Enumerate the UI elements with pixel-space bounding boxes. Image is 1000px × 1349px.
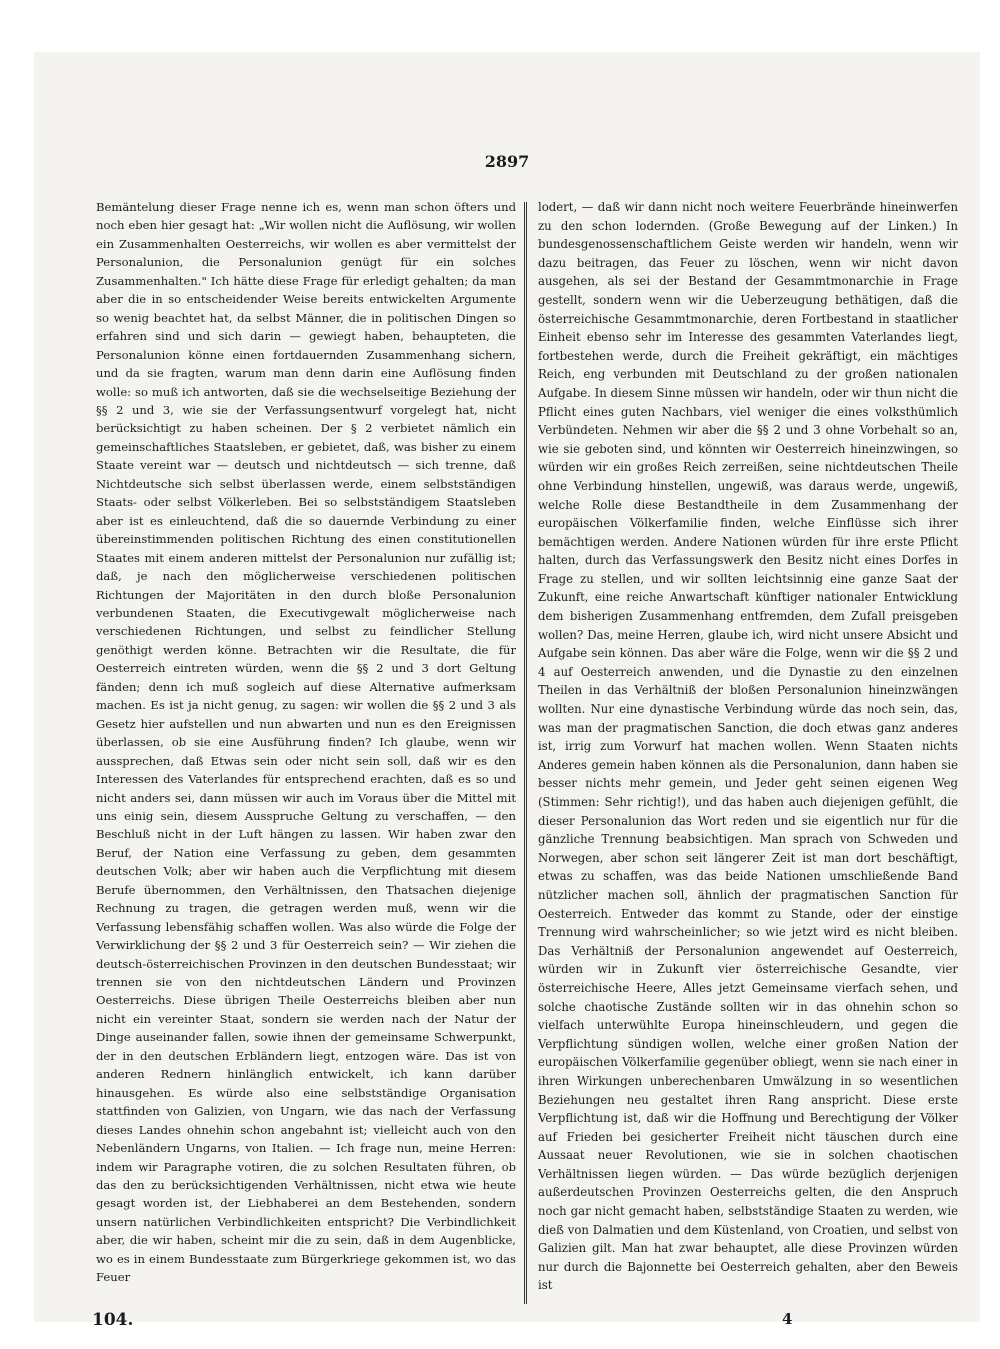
newspaper-page <box>34 52 980 1330</box>
left-column-text: Bemäntelung dieser Frage nenne ich es, wenn man schon öfters und noch eben hier gesagt hat: „Wir wollen nicht die Auflösung, wir wollen ein Zusammenhalten Oesterreichs, wir wollen es aber vermittelst der Personalunion, die Personalunion genügt für ein solches Zusammenhalten." Ich hätte diese Frage für erledigt gehalten; da man aber die in so entscheidender Weise bereits entwickelten Argumente so wenig beachtet hat, da selbst Männer, die in politischen Dingen so erfahren sind und sich darin — gewiegt haben, behaupteten, die Personalunion könne einen fortdauernden Zusammenhang sichern, und da sie fragten, warum man denn darin eine Auflösung finden wolle: so muß ich antworten, daß sie die wechselseitige Beziehung der §§ 2 und 3, wie sie der Verfassungsentwurf vorgelegt hat, nicht berücksichtigt zu haben scheinen. Der § 2 verbietet nämlich ein gemeinschaftliches Staatsleben, er gebietet, daß, was bisher zu einem Staate vereint war — deutsch und nichtdeutsch — sich trenne, daß Nichtdeutsche sich selbst überlassen werde, einem selbstständigen Staats- oder selbst Völkerleben. Bei so selbstständigem Staatsleben aber ist es einleuchtend, daß die so dauernde Verbindung zu einer übereinstimmenden politischen Richtung des einen constitutionellen Staates mit einem anderen mittelst der Personalunion nur zufällig ist; daß, je nach den möglicherweise verschiedenen politischen Richtungen der Majoritäten in den durch bloße Personalunion verbundenen Staaten, die Executivgewalt möglicherweise nach verschiedenen Richtungen, und selbst zu feindlicher Stellung genöthigt werden könne. Betrachten wir die Resultate, die für Oesterreich eintreten würden, wenn die §§ 2 und 3 dort Geltung fänden; denn ich muß sogleich auf diese Alternative aufmerksam machen. Es ist ja nicht genug, zu sagen: wir wollen die §§ 2 und 3 als Gesetz hier aufstellen und nun abwarten und nun es den Ereignissen überlassen, ob sie eine Ausführung finden? Ich glaube, wenn wir aussprechen, daß Etwas sein oder nicht sein soll, daß wir es den Interessen des Vaterlandes für entsprechend erachten, daß es so und nicht anders sei, dann müssen wir auch im Voraus über die Mittel mit uns einig sein, diesem Ausspruche Geltung zu verschaffen, — den Beschluß nicht in der Luft hängen zu lassen. Wir haben zwar den Beruf, der Nation eine Verfassung zu geben, dem gesammten deutschen Volk; aber wir haben auch die Verpflichtung mit diesem Berufe übernommen, den Verhältnissen, den Thatsachen diejenige Rechnung zu tragen, die getragen werden muß, wenn wir die Verfassung lebensfähig schaffen wollen. Was also würde die Folge der Verwirklichung der §§ 2 und 3 für Oesterreich sein? — Wir ziehen die deutsch-österreichischen Provinzen in den deutschen Bundesstaat; wir trennen sie von den nichtdeutschen Ländern und Provinzen Oesterreichs. Diese übrigen Theile Oesterreichs bleiben aber nun nicht ein vereinter Staat, sondern sie werden nach der Natur der Dinge auseinander fallen, sowie ihnen der gemeinsame Schwerpunkt, der in den deutschen Erbländern liegt, entzogen wäre. Das ist von anderen Rednern hinlänglich entwickelt, ich kann darüber hinausgehen. Es würde also eine selbstständige Organisation stattfinden von Galizien, von Ungarn, wie das nach der Verfassung dieses Landes ohnehin schon angebahnt ist; vielleicht auch von den Nebenländern Ungarns, von Italien. — Ich frage nun, meine Herren: indem wir Paragraphe votiren, die zu solchen Resultaten führen, ob das den zu berücksichtigenden Verhältnissen, nicht etwa wie heute gesagt worden ist, der Liebhaberei an dem Bestehenden, sondern unsern natürlichen Verbindlichkeiten entspricht? Die Verbindlichkeit aber, die wir haben, scheint mir die zu sein, daß in dem Augenblicke, wo es in einem Bundesstaate zum Bürgerkriege gekommen ist, wo das Feuer <box>96 200 516 1285</box>
sheet-number: 104. <box>92 1310 134 1330</box>
page-number: 2897 <box>484 152 530 171</box>
right-column <box>538 198 958 1296</box>
column-divider <box>524 202 527 1304</box>
signature-mark: 4 <box>782 1310 793 1328</box>
left-column <box>96 198 516 1296</box>
right-column-text: lodert, — daß wir dann nicht noch weitere Feuerbrände hineinwerfen zu den schon lodernden. (Große Bewegung auf der Linken.) In bundesgenossenschaftlichem Geiste werden wir handeln, wenn wir dazu beitragen, das Feuer zu löschen, wenn wir nicht davon ausgehen, als sei der Bestand der Gesammtmonarchie in Frage gestellt, sondern wenn wir die Ueberzeugung bethätigen, daß die österreichische Gesammtmonarchie, deren Fortbestand in staatlicher Einheit ebenso sehr im Interesse des gesammten Vaterlandes liegt, fortbestehen werde, durch die Freiheit gekräftigt, ein mächtiges Reich, eng verbunden mit Deutschland zu der großen nationalen Aufgabe. In diesem Sinne müssen wir handeln, oder wir thun nicht die Pflicht eines guten Nachbars, viel weniger die eines volksthümlich Verbündeten. Nehmen wir aber die §§ 2 und 3 ohne Vorbehalt so an, wie sie geboten sind, und könnten wir Oesterreich hineinzwingen, so würden wir ein großes Reich zerreißen, seine nichtdeutschen Theile ohne Verbindung hinstellen, ungewiß, was daraus werde, ungewiß, welche Rolle diese Bestandtheile in dem Zusammenhang der europäischen Völkerfamilie finden, welche Einflüsse sich ihrer bemächtigen werden. Andere Nationen würden für ihre erste Pflicht halten, durch das Verfassungswerk den Besitz nicht eines Dorfes in Frage zu stellen, und wir sollten leichtsinnig eine ganze Saat der Zukunft, eine reiche Anwartschaft künftiger nationaler Entwicklung dem bisherigen Zusammenhang entfremden, dem Zufall preisgeben wollen? Das, meine Herren, glaube ich, wird nicht unsere Absicht und Aufgabe sein können. Das aber wäre die Folge, wenn wir die §§ 2 und 4 auf Oesterreich anwenden, und die Dynastie zu den einzelnen Theilen in das Verhältniß der bloßen Personalunion hineinzwängen wollten. Nur eine dynastische Verbindung würde das noch sein, das, was man der pragmatischen Sanction, die doch etwas ganz anderes ist, irrig zum Vorwurf hat machen wollen. Wenn Staaten nichts Anderes gemein haben können als die Personalunion, dann haben sie besser nichts mehr gemein, und Jeder geht seinen eigenen Weg (Stimmen: Sehr richtig!), und das haben auch diejenigen gefühlt, die dieser Personalunion das Wort reden und sie eigentlich nur für die gänzliche Trennung beabsichtigen. Man sprach von Schweden und Norwegen, aber schon seit längerer Zeit ist man dort beschäftigt, etwas zu schaffen, was das beide Nationen umschließende Band nützlicher machen soll, ähnlich der pragmatischen Sanction für Oesterreich. Entweder das kommt zu Stande, oder der einstige Trennung wird wahrscheinlicher; so wie jetzt wird es nicht bleiben. Das Verhältniß der Personalunion angewendet auf Oesterreich, würden wir in Zukunft vier österreichische Gesandte, vier österreichische Heere, Alles jetzt Gemeinsame vierfach sehen, und solche chaotische Zustände sollten wir in das ohnehin schon so vielfach unterwühlte Europa hineinschleudern, und gegen die Verpflichtung sündigen wollen, welche einer großen Nation der europäischen Völkerfamilie gegenüber obliegt, wenn sie nach einer in ihren Wirkungen unberechenbaren Umwälzung in so wesentlichen Beziehungen neu gestaltet ihren Rang anspricht. Diese erste Verpflichtung ist, daß wir die Hoffnung und Berechtigung der Völker auf Frieden bei gesicherter Freiheit nicht täuschen durch eine Aussaat neuer Revolutionen, wie sie in solchen chaotischen Verhältnissen liegen würden. — Das würde bezüglich derjenigen außerdeutschen Provinzen Oesterreichs gelten, die den Anspruch noch gar nicht gemacht haben, selbstständige Staaten zu werden, wie dieß von Dalmatien und dem Küstenland, von Croatien, und selbst von Galizien gilt. Man hat zwar behauptet, alle diese Provinzen würden nur durch die Bajonnette bei Oesterreich gehalten, aber den Beweis ist <box>538 200 958 1293</box>
